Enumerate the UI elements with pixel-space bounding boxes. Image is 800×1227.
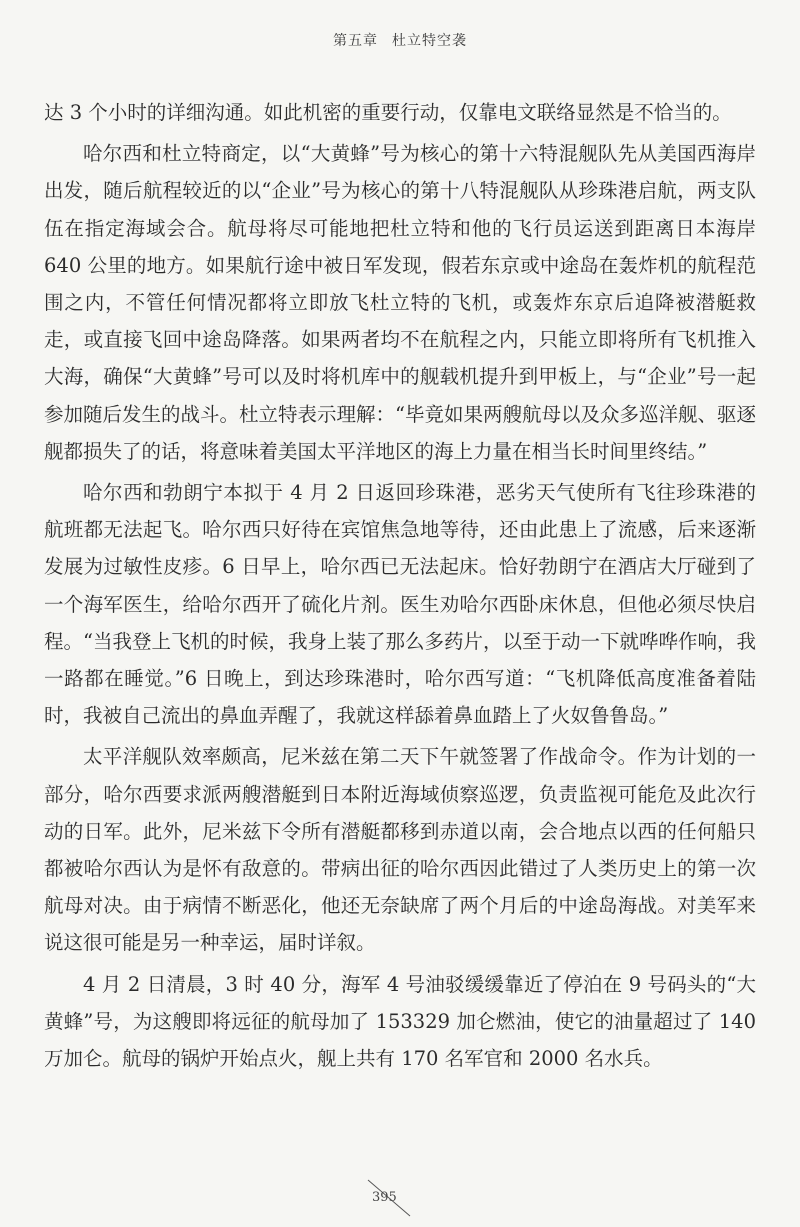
paragraph: 哈尔西和勃朗宁本拟于 4 月 2 日返回珍珠港，恶劣天气使所有飞往珍珠港的航班都无法起飞。哈尔西只好待在宾馆焦急地等待，还由此患上了流感，后来逐渐发展为过敏性皮疹。6 日早上，哈尔西已无法起床。恰好勃朗宁在酒店大厅碰到了一个海军医生，给哈尔西开了硫化片剂。医生劝哈尔西卧床休息，但他必须尽快启程。“当我登上飞机的时候，我身上装了那么多药片，以至于动一下就哗哗作响，我一路都在睡觉。”6 日晚上，到达珍珠港时，哈尔西写道：“飞机降低高度准备着陆时，我被自己流出的鼻血弄醒了，我就这样舔着鼻血踏上了火奴鲁鲁岛。” (44, 481, 756, 728)
body-text (44, 94, 756, 1077)
paragraph: 哈尔西和杜立特商定，以“大黄蜂”号为核心的第十六特混舰队先从美国西海岸出发，随后航程较近的以“企业”号为核心的第十八特混舰队从珍珠港启航，两支队伍在指定海域会合。航母将尽可能地把杜立特和他的飞行员运送到距离日本海岸 640 公里的地方。如果航行途中被日军发现，假若东京或中途岛在轰炸机的航程范围之内，不管任何情况都将立即放飞杜立特的飞机，或轰炸东京后追降被潜艇救走，或直接飞回中途岛降落。如果两者均不在航程之内，只能立即将所有飞机推入大海，确保“大黄蜂”号可以及时将机库中的舰载机提升到甲板上，与“企业”号一起参加随后发生的战斗。杜立特表示理解：“毕竟如果两艘航母以及众多巡洋舰、驱逐舰都损失了的话，将意味着美国太平洋地区的海上力量在相当长时间里终结。” (44, 142, 756, 463)
chapter-number: 第五章 (333, 33, 378, 49)
paragraph: 太平洋舰队效率颇高，尼米兹在第二天下午就签署了作战命令。作为计划的一部分，哈尔西要求派两艘潜艇到日本附近海域侦察巡逻，负责监视可能危及此次行动的日军。此外，尼米兹下令所有潜艇都移到赤道以南，会合地点以西的任何船只都被哈尔西认为是怀有敌意的。带病出征的哈尔西因此错过了人类历史上的第一次航母对决。由于病情不断恶化，他还无奈缺席了两个月后的中途岛海战。对美军来说这很可能是另一种幸运，届时详叙。 (44, 745, 756, 955)
paragraph-continuation: 达 3 个小时的详细沟通。如此机密的重要行动，仅靠电文联络显然是不恰当的。 (44, 101, 732, 124)
page-footer (0, 1182, 800, 1222)
chapter-title: 杜立特空袭 (392, 33, 467, 49)
running-header (0, 30, 800, 50)
page-number: 395 (372, 1190, 397, 1205)
paragraph: 4 月 2 日清晨，3 时 40 分，海军 4 号油驳缓缓靠近了停泊在 9 号码头的“大黄蜂”号，为这艘即将远征的航母加了 153329 加仑燃油，使它的油量超过了 140 万加仑。航母的锅炉开始点火，舰上共有 170 名军官和 2000 名水兵。 (44, 972, 756, 1071)
